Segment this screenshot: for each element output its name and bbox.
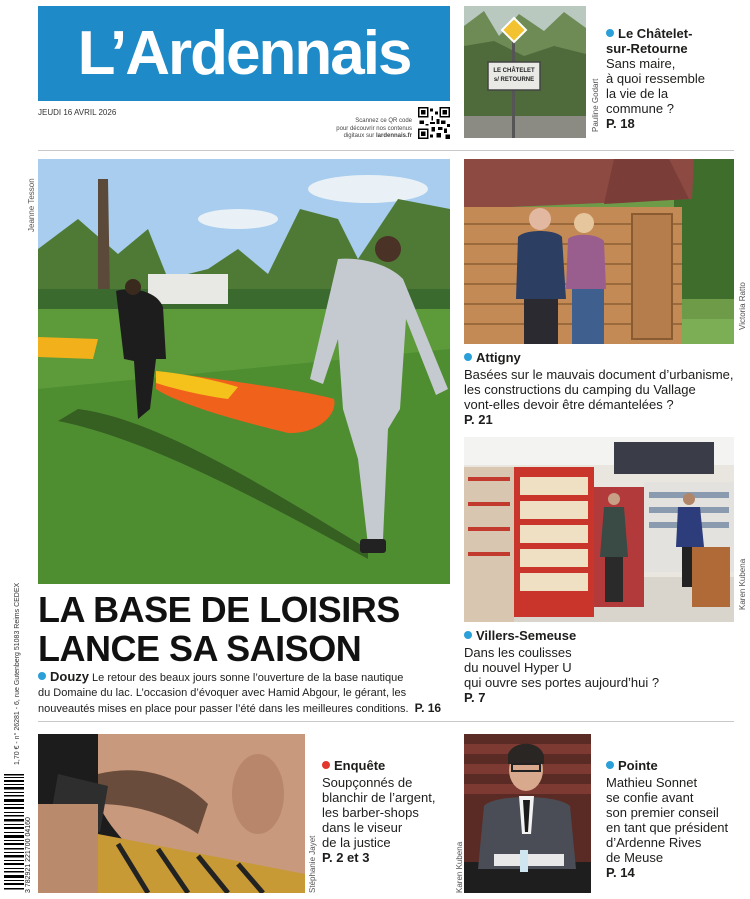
kicker-label: Pointe [618,758,658,773]
teaser-line: en tant que président [606,820,729,835]
pointe-kicker [606,758,746,773]
barcode [4,772,24,894]
attigny-photo[interactable] [464,159,734,344]
divider [38,150,734,151]
lead-photo[interactable] [38,159,450,584]
teaser-line: d’Ardenne Rives [606,835,702,850]
qr-code[interactable] [418,107,450,139]
headline-line-2: LANCE SA SAISON [38,628,362,669]
photo-credit: Stéphanie Jayet [308,835,317,893]
qr-caption [300,118,412,141]
page-reference: P. 2 et 3 [322,850,370,865]
page-reference: P. 7 [464,690,486,705]
photo-credit: Karen Kubena [455,841,464,893]
qr-caption-site[interactable]: lardennais.fr [375,133,412,139]
lead-text-1: Le retour des beaux jours sonne l’ouverture de la base nautique [89,672,404,684]
bullet-icon [322,761,330,769]
lead-text-2: du Domaine du lac. L’occasion d’évoquer avec Hamid Abgour, le gérant, les [38,687,407,699]
enquete-photo[interactable] [38,734,305,893]
lead-summary-line-1 [38,669,458,686]
chatelet-teaser[interactable] [606,26,746,131]
teaser-line: son premier conseil [606,805,719,820]
teaser-line: la vie de la [606,86,669,101]
teaser-line: de la justice [322,835,391,850]
masthead-title: L’Ardennais [77,19,411,88]
kicker-label: Attigny [476,350,521,365]
teaser-line: qui ouvre ses portes aujourd’hui ? [464,675,660,690]
qr-caption-line-2: pour découvrir nos contenus [336,125,412,132]
photo-credit: Pauline Godart [591,78,600,132]
masthead-logo[interactable] [38,6,450,101]
teaser-line: dans le viseur [322,820,403,835]
page-reference: P. 16 [414,701,442,715]
lead-summary [38,669,458,717]
teaser-line: de Meuse [606,850,664,865]
pointe-photo[interactable] [464,734,591,893]
publication-info: 1,70 € - n° 26281 - 6, rue Gutenberg 51083 Reims CEDEX [14,582,21,765]
villers-photo[interactable] [464,437,734,622]
bullet-icon [606,29,614,37]
villers-teaser[interactable] [464,628,746,706]
qr-caption-prefix: digitaux sur [343,133,376,139]
page-reference: P. 21 [464,412,493,427]
teaser-line: Soupçonnés de [322,775,413,790]
town-sign-line-1: LE CHÂTELET [493,68,535,74]
teaser-line: du nouvel Hyper U [464,660,572,675]
divider [38,721,734,722]
photo-credit: Jeanne Tesson [27,178,36,232]
headline-line-1: LA BASE DE LOISIRS [38,589,400,630]
villers-kicker [464,628,746,643]
teaser-line: blanchir de l’argent, [322,790,436,805]
photo-credit: Victoria Ratto [738,282,747,330]
lead-summary-line-3 [38,701,458,717]
attigny-teaser[interactable] [464,350,746,428]
attigny-kicker [464,350,746,365]
lead-text-3: nouveautés mises en place pour passer l’été dans les meilleures conditions. [38,703,409,715]
kicker-label: Villers-Semeuse [476,628,577,643]
lead-headline[interactable] [38,590,450,668]
kicker-line-2: sur-Retourne [606,41,688,56]
teaser-line: Basées sur le mauvais document d’urbanisme, [464,367,734,382]
enquete-teaser[interactable] [322,758,457,866]
enquete-kicker [322,758,457,773]
chatelet-kicker [606,26,746,41]
kicker-label: Enquête [334,758,386,773]
teaser-line: vont-elles devoir être démantelées ? [464,397,674,412]
qr-caption-line-3 [300,133,412,141]
bullet-icon [606,761,614,769]
teaser-line: les constructions du camping du Vallage [464,382,696,397]
barcode-number: 3 782921 221700 04160 [25,817,32,893]
bullet-icon [464,353,472,361]
page-reference: P. 14 [606,865,635,880]
pointe-teaser[interactable] [606,758,746,881]
teaser-line: à quoi ressemble [606,71,705,86]
qr-caption-line-1: Scannez ce QR code [355,118,412,124]
lead-kicker: Douzy [50,669,89,684]
chatelet-photo[interactable] [464,6,586,138]
issue-date: JEUDI 16 AVRIL 2026 [38,108,117,117]
kicker-line-1: Le Châtelet- [618,26,693,41]
photo-credit: Karen Kubena [738,558,747,610]
bullet-icon [38,672,46,680]
teaser-line: commune ? [606,101,674,116]
teaser-line: Sans maire, [606,56,676,71]
teaser-line: Dans les coulisses [464,645,572,660]
teaser-line: se confie avant [606,790,694,805]
bullet-icon [464,631,472,639]
page-reference: P. 18 [606,116,635,131]
teaser-line: les barber-shops [322,805,419,820]
teaser-line: Mathieu Sonnet [606,775,698,790]
town-sign-line-2: s/ RETOURNE [493,77,535,83]
